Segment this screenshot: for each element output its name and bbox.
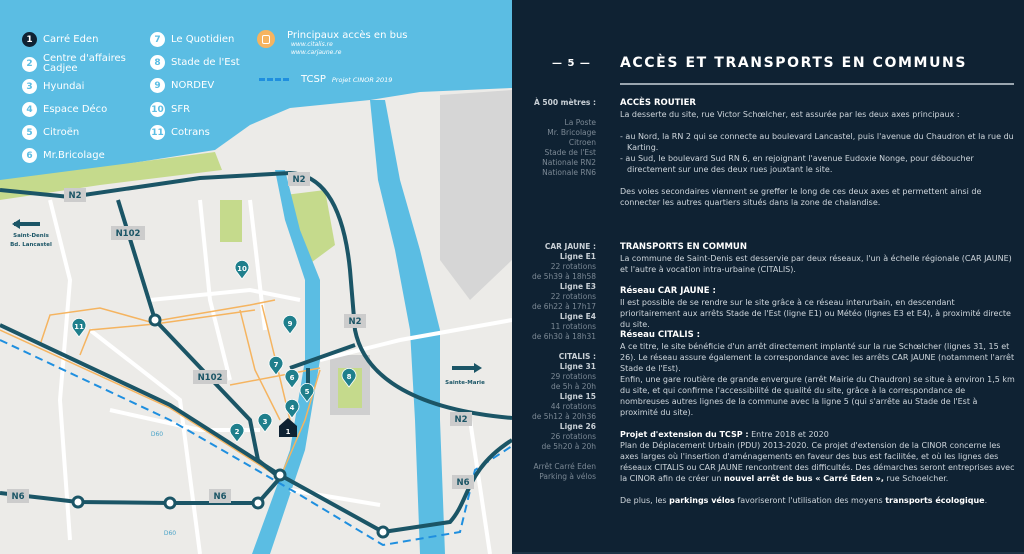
legend-item — [22, 79, 84, 94]
nearby-item: Stade de l'Est — [544, 148, 596, 157]
legend-item — [150, 125, 210, 140]
citalis-link[interactable]: www.citalis.re — [291, 41, 333, 48]
carjaune-link[interactable]: www.carjaune.re — [291, 49, 342, 56]
marker-number: 3 — [262, 418, 268, 426]
marker-number: 2 — [234, 428, 240, 436]
legend-label: Le Quotidien — [171, 33, 235, 45]
nearby-heading: À 500 mètres : — [533, 98, 596, 107]
marker-number: 4 — [289, 404, 295, 412]
road-label-n102 — [193, 370, 227, 384]
nearby-item: La Poste — [564, 118, 596, 127]
tcsp-text: Plan de Déplacement Urbain (PDU) 2013-2020. Ce projet d'extension de la CINOR concerne les axes larges où l'insertion d'aménagements en faveur des bus est facilitée, et où les lignes des réseaux CITALIS ou CAR JAUNE rencontrent des difficultés. Des démarches seront entreprises avec la CINOR afin de créer un nouvel arrêt de bus « Carré Eden », rue Schoelcher. — [620, 441, 1015, 483]
road-label-d60: D60 — [163, 530, 177, 537]
road-label-n6 — [209, 489, 231, 503]
road-label-n2 — [64, 188, 86, 202]
legend-label: Citroën — [43, 126, 80, 138]
section-road-access — [620, 98, 1015, 208]
bus-legend-title: Principaux accès en bus — [287, 30, 408, 41]
nearby-item: Citroen — [568, 138, 596, 147]
number-badge-icon: 9 — [150, 78, 165, 93]
divider — [620, 83, 1014, 85]
marker-number: 1 — [285, 428, 291, 436]
road-label-n6 — [7, 489, 29, 503]
bike-parking-text: De plus, les parkings vélos favoriseront l'utilisation des moyens transports écologique. — [620, 496, 988, 505]
legend-label: SFR — [171, 103, 191, 115]
page-title: ACCÈS ET TRANSPORTS EN COMMUNS — [620, 55, 968, 71]
svg-text:N6: N6 — [213, 492, 227, 502]
transport-title: TRANSPORTS EN COMMUN — [620, 242, 747, 252]
legend-label: Espace Déco — [43, 103, 108, 115]
legend-item — [22, 54, 148, 74]
tcsp-legend — [259, 74, 392, 85]
road-access-text: La desserte du site, rue Victor Schœlcher, est assurée par les deux axes principaux : — [620, 110, 960, 119]
marker-number: 10 — [237, 265, 247, 273]
number-badge-icon: 3 — [22, 79, 37, 94]
nearby-item: Nationale RN2 — [542, 158, 596, 167]
citalis-text: A ce titre, le site bénéficie d'un arrêt directement implanté sur la rue Schœlcher (lignes 31, 15 et 26). Le réseau assure également la correspondance avec les arrêts CAR JAUNE (notamment l'arrêt Stade de l'Est). — [620, 342, 1015, 373]
legend-item — [22, 125, 79, 140]
legend-label: Centre d'affaires Cadjee — [43, 53, 126, 74]
number-badge-icon: 8 — [150, 55, 165, 70]
direction-lancastel: Bd. Lancastel — [10, 242, 52, 248]
legend-item — [150, 78, 214, 93]
marker-number: 11 — [74, 323, 84, 331]
tcsp-project: Projet d'extension du TCSP : Entre 2018 et 2020 — [620, 430, 829, 439]
legend-item — [22, 148, 105, 163]
tcsp-note: Projet CINOR 2019 — [331, 75, 393, 84]
number-badge-icon: 7 — [150, 32, 165, 47]
carjaune-text: Il est possible de se rendre sur le site grâce à ce réseau interurbain, en descendant prioritairement aux arrêts Stade de l'Est (ligne E1) ou Météo (lignes E3 et E4), à proximité directe du site. — [620, 298, 1011, 329]
road-label-n2 — [344, 314, 366, 328]
direction-saint-denis: Saint-Denis — [13, 233, 49, 239]
carjaune-title: Réseau CAR JAUNE : — [620, 286, 716, 296]
legend-label: Cotrans — [171, 126, 210, 138]
svg-text:N6: N6 — [456, 478, 470, 488]
tcsp-label: TCSP — [301, 74, 326, 85]
citalis-title: Réseau CITALIS : — [620, 330, 701, 340]
legend-label: Stade de l'Est — [171, 56, 240, 68]
road-label-n2 — [288, 172, 310, 186]
legend-item — [150, 32, 234, 47]
number-badge-icon: 5 — [22, 125, 37, 140]
bus-legend — [257, 30, 408, 57]
marker-number: 6 — [289, 374, 295, 382]
marker-number: 9 — [287, 320, 293, 328]
road-access-text: Des voies secondaires viennent se greffer le long de ces deux axes et permettent ainsi de connecter les autres quartiers situés dans la zone de chalandise. — [620, 187, 982, 207]
number-badge-icon: 2 — [22, 57, 37, 72]
number-badge-icon: 4 — [22, 102, 37, 117]
industrial-zone — [440, 90, 512, 300]
svg-text:N102: N102 — [197, 373, 223, 383]
road-label-n6 — [452, 475, 474, 489]
number-badge-icon: 6 — [22, 148, 37, 163]
marker-number: 8 — [346, 373, 352, 381]
number-badge-icon: 10 — [150, 102, 165, 117]
svg-text:N2: N2 — [348, 317, 362, 327]
bus-icon — [257, 30, 275, 48]
svg-text:N2: N2 — [454, 415, 468, 425]
road-bullet: - au Nord, la RN 2 qui se connecte au boulevard Lancastel, puis l'avenue du Chaudron et la rue du Karting. — [620, 132, 1014, 152]
road-label-n102 — [111, 226, 145, 240]
legend-label: Mr.Bricolage — [43, 149, 105, 161]
road-label-n2 — [450, 412, 472, 426]
road-label-d60: D60 — [150, 431, 164, 438]
nearby-item: Mr. Bricolage — [547, 128, 596, 137]
number-badge-icon: 11 — [150, 125, 165, 140]
section-public-transport — [620, 242, 1015, 506]
transport-text: La commune de Saint-Denis est desservie par deux réseaux, l'un à échelle régionale (CAR JAUNE) et l'autre à vocation intra-urbaine (CITALIS). — [620, 254, 1012, 274]
side-nearby — [506, 98, 596, 178]
legend-label: NORDEV — [171, 79, 215, 91]
number-badge-icon: 1 — [22, 32, 37, 47]
legend-label: Carré Eden — [43, 33, 99, 45]
dashed-line-icon — [259, 78, 289, 81]
page-number: — 5 — — [552, 58, 591, 69]
legend-item — [22, 102, 107, 117]
legend-label: Hyundai — [43, 80, 85, 92]
citalis-text: Enfin, une gare routière de grande envergure (arrêt Mairie du Chaudron) se situe à environ 1,5 km du site, et qui confirme l'accessibilité de qualité du site, grâce à la correspondance de nombreuses autres lignes de la commune avec la ligne 5 (qui s'arrête au Stade de l'Est à proximité du site). — [620, 375, 1015, 417]
direction-sainte-marie: Sainte-Marie — [445, 380, 485, 386]
legend-item — [22, 32, 98, 47]
marker-number: 5 — [304, 388, 310, 396]
road-access-title: ACCÈS ROUTIER — [620, 98, 696, 108]
green-park — [220, 200, 242, 242]
legend-item — [150, 102, 190, 117]
legend-item — [150, 55, 240, 70]
side-lines: CAR JAUNE : Ligne E1 22 rotations de 5h39 à 18h58 Ligne E3 22 rotations de 6h22 à 17h17 Ligne E4 11 rotations de 6h30 à 18h31 CITALIS : Ligne 31 29 rotations de 5h à 20h Ligne 15 44 rotations de 5h12 à 20h36 Ligne 26 26 rotations de 5h20 à 20h Arrêt Carré Eden Parking à vélos — [531, 242, 596, 481]
marker-number: 7 — [273, 361, 279, 369]
svg-text:N6: N6 — [11, 492, 25, 502]
road-bullet: - au Sud, le boulevard Sud RN 6, en rejoignant l'avenue Eudoxie Nonge, pour déboucher directement sur une des deux rues jouxtant le site. — [620, 154, 974, 174]
nearby-item: Nationale RN6 — [542, 168, 596, 177]
svg-text:N102: N102 — [115, 229, 141, 239]
svg-text:N2: N2 — [68, 191, 82, 201]
svg-text:N2: N2 — [292, 175, 306, 185]
text-panel — [512, 0, 1024, 554]
